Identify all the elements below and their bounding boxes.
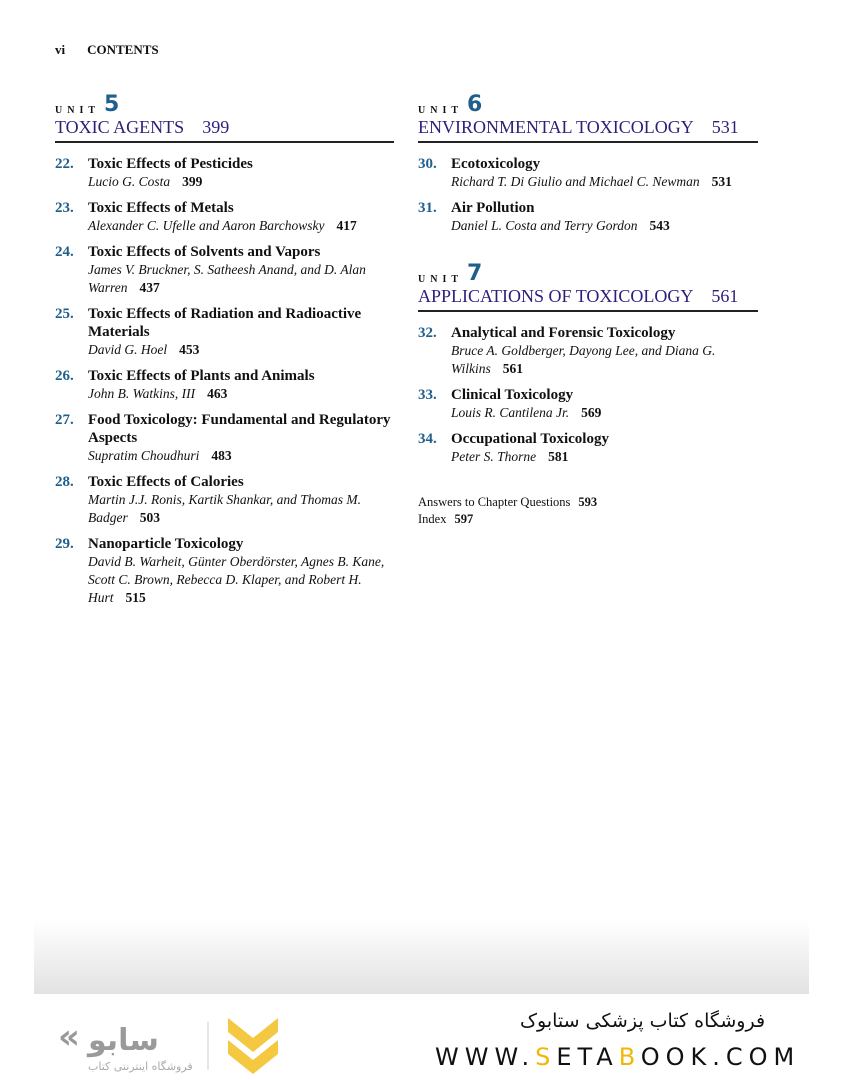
unit-number: 7: [467, 261, 483, 286]
chapter-title: Toxic Effects of Calories: [88, 474, 244, 490]
chapter-number: 34.: [418, 431, 437, 447]
chapter-authors: [88, 173, 253, 191]
chapter-page: 531: [711, 174, 732, 189]
chapter-page: 581: [548, 449, 569, 464]
unit-word: UNIT: [418, 105, 464, 116]
chapter-authors: [88, 491, 394, 527]
chapter-page: 515: [125, 590, 146, 605]
chapter-title: Food Toxicology: Fundamental and Regulatory Aspects: [88, 412, 391, 446]
unit-word: UNIT: [55, 105, 101, 116]
back-title: Answers to Chapter Questions: [418, 495, 571, 509]
unit-page: 561: [711, 286, 739, 306]
chapter-body: [451, 430, 609, 466]
chapter-number: 25.: [55, 306, 74, 322]
chapter-page: 561: [502, 361, 523, 376]
authors: Alexander C. Ufelle and Aaron Barchowsky: [88, 218, 325, 233]
unit-section: [418, 261, 758, 466]
chapter-page: 453: [179, 342, 200, 357]
chapter-body: [451, 324, 758, 378]
chapter-title: Ecotoxicology: [451, 156, 541, 172]
url-part: S: [535, 1043, 557, 1071]
back-page: 597: [454, 512, 474, 526]
chapter-number: 30.: [418, 156, 437, 172]
authors: Supratim Choudhuri: [88, 448, 200, 463]
back-matter-entry[interactable]: [418, 494, 758, 511]
authors: Bruce A. Goldberger, Dayong Lee, and Diana G. Wilkins: [451, 343, 716, 376]
chapter-number: 24.: [55, 244, 74, 260]
store-name: فروشگاه کتاب پزشکی ستابوک: [520, 1010, 766, 1032]
back-matter: [418, 494, 758, 528]
chapter-body: [88, 155, 253, 191]
chapter-number: 26.: [55, 368, 74, 384]
chapter-number: 22.: [55, 156, 74, 172]
authors: Daniel L. Costa and Terry Gordon: [451, 218, 638, 233]
unit-section: [55, 92, 394, 607]
url-part: ETA: [556, 1043, 619, 1071]
chapter-title: Clinical Toxicology: [451, 387, 574, 403]
authors: Lucio G. Costa: [88, 174, 171, 189]
chapter-body: [451, 386, 601, 422]
chapter-entry[interactable]: [55, 199, 394, 235]
chapter-page: 463: [207, 386, 228, 401]
chapter-authors: [451, 404, 601, 422]
chapter-page: 399: [182, 174, 203, 189]
chapter-number: 33.: [418, 387, 437, 403]
unit-number: 5: [104, 92, 120, 117]
footer-shade: [34, 920, 809, 994]
page-number: vi: [55, 42, 66, 57]
left-column: [55, 92, 394, 615]
chapter-title: Toxic Effects of Plants and Animals: [88, 368, 315, 384]
chapter-body: [88, 535, 394, 607]
unit-page: 399: [202, 117, 230, 137]
chapter-page: 483: [211, 448, 232, 463]
running-header: [55, 42, 181, 58]
chapter-number: 32.: [418, 325, 437, 341]
chapter-entry[interactable]: [55, 243, 394, 297]
chapter-page: 437: [139, 280, 160, 295]
url-part: WWW.: [435, 1043, 536, 1071]
chapter-authors: [88, 217, 357, 235]
chapter-entry[interactable]: [418, 324, 758, 378]
back-matter-entry[interactable]: [418, 511, 758, 528]
url-part: OOK.COM: [640, 1043, 801, 1071]
right-column: [418, 92, 758, 528]
chapter-number: 28.: [55, 474, 74, 490]
chapter-authors: [88, 341, 394, 359]
chapter-entry[interactable]: [55, 411, 394, 465]
chapter-number: 31.: [418, 200, 437, 216]
unit-title-text: TOXIC AGENTS: [55, 117, 185, 137]
unit-label: [55, 92, 394, 116]
chapter-entry[interactable]: [418, 155, 758, 191]
chapter-entry[interactable]: [418, 386, 758, 422]
unit-word: UNIT: [418, 274, 464, 285]
chapter-entry[interactable]: [55, 305, 394, 359]
svg-text:سابو: سابو: [88, 1023, 159, 1058]
svg-text:فروشگاه اینترنتی کتاب: فروشگاه اینترنتی کتاب: [88, 1060, 193, 1073]
chapter-number: 23.: [55, 200, 74, 216]
chapter-authors: [88, 385, 315, 403]
chapter-authors: [88, 553, 394, 607]
chapter-body: [451, 199, 670, 235]
chapter-page: 543: [649, 218, 670, 233]
chapter-authors: [88, 261, 394, 297]
unit-title: [55, 116, 394, 143]
url-part: B: [618, 1043, 641, 1071]
header-title: CONTENTS: [87, 42, 159, 57]
chapter-page: 417: [336, 218, 357, 233]
chapter-authors: [451, 217, 670, 235]
back-page: 593: [578, 495, 598, 509]
chapter-number: 27.: [55, 412, 74, 428]
chapter-title: Analytical and Forensic Toxicology: [451, 325, 676, 341]
unit-section: [418, 92, 758, 235]
unit-title-text: APPLICATIONS OF TOXICOLOGY: [418, 286, 694, 306]
chapter-body: [88, 367, 315, 403]
authors: Peter S. Thorne: [451, 449, 537, 464]
setabook-logo: [48, 1010, 338, 1076]
chapter-entry[interactable]: [55, 155, 394, 191]
authors: David G. Hoel: [88, 342, 168, 357]
chapter-title: Nanoparticle Toxicology: [88, 536, 244, 552]
chapter-entry[interactable]: [55, 367, 394, 403]
back-title: Index: [418, 512, 447, 526]
chapter-page: 569: [581, 405, 602, 420]
authors: Martin J.J. Ronis, Kartik Shankar, and Thomas M. Badger: [88, 492, 361, 525]
chapter-body: [88, 199, 357, 235]
chapter-title: Occupational Toxicology: [451, 431, 609, 447]
unit-label: [418, 92, 758, 116]
svg-text:«: «: [58, 1017, 80, 1057]
unit-page: 531: [711, 117, 739, 137]
unit-title: [418, 285, 758, 312]
chapter-entry[interactable]: [55, 473, 394, 527]
chapter-title: Toxic Effects of Pesticides: [88, 156, 253, 172]
chapter-entry[interactable]: [418, 199, 758, 235]
store-url[interactable]: [435, 1043, 800, 1071]
unit-label: [418, 261, 758, 285]
authors: James V. Bruckner, S. Satheesh Anand, and D. Alan Warren: [88, 262, 366, 295]
chapter-number: 29.: [55, 536, 74, 552]
chapter-title: Toxic Effects of Metals: [88, 200, 234, 216]
authors: Louis R. Cantilena Jr.: [451, 405, 570, 420]
unit-number: 6: [467, 92, 483, 117]
unit-title: [418, 116, 758, 143]
chapter-body: [88, 305, 394, 359]
authors: David B. Warheit, Günter Oberdörster, Agnes B. Kane, Scott C. Brown, Rebecca D. Klaper, and Robert H. Hurt: [88, 554, 385, 605]
chapter-authors: [451, 448, 609, 466]
authors: John B. Watkins, III: [88, 386, 196, 401]
chapter-entry[interactable]: [55, 535, 394, 607]
chapter-body: [88, 411, 394, 465]
chapter-body: [88, 473, 394, 527]
chapter-body: [451, 155, 732, 191]
chapter-entry[interactable]: [418, 430, 758, 466]
chapter-title: Air Pollution: [451, 200, 535, 216]
chapter-body: [88, 243, 394, 297]
chapter-page: 503: [139, 510, 160, 525]
authors: Richard T. Di Giulio and Michael C. Newman: [451, 174, 700, 189]
chapter-authors: [88, 447, 394, 465]
chapter-authors: [451, 342, 758, 378]
unit-title-text: ENVIRONMENTAL TOXICOLOGY: [418, 117, 694, 137]
chapter-authors: [451, 173, 732, 191]
chapter-title: Toxic Effects of Radiation and Radioactive Materials: [88, 306, 362, 340]
chapter-title: Toxic Effects of Solvents and Vapors: [88, 244, 321, 260]
